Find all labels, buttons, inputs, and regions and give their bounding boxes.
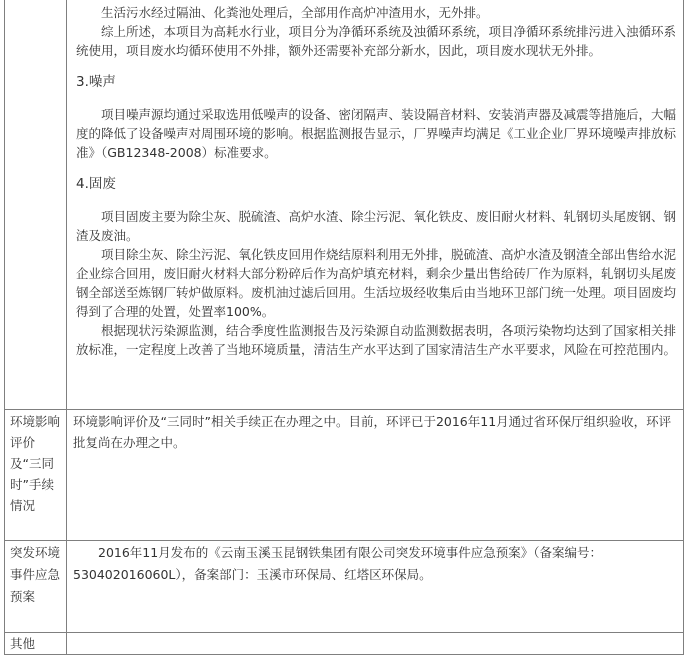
solid-waste-paragraph-1: 项目固废主要为除尘灰、脱硫渣、高炉水渣、除尘污泥、氧化铁皮、废旧耐火材料、轧钢切头尾废钢、钢渣及废油。 [76,209,677,243]
table-row [5,0,684,410]
solid-waste-heading: 4.固废 [76,176,116,192]
solid-waste-paragraph-2: 项目除尘灰、除尘污泥、氧化铁皮回用作烧结原料利用无外排，脱硫渣、高炉水渣及钢渣全部出售给水泥企业综合回用，废旧耐火材料大部分粉碎后作为高炉填充材料，剩余少量出售给砖厂作为原料，轧钢切头尾废钢全部送至炼钢厂转炉做原料。废机油过滤后回用。生活垃圾经收集后由当地环卫部门统一处理。项目固废均得到了合理的处置，处置率100%。 [76,247,677,319]
pollution-content-cell [67,0,684,410]
eia-row-label: 环境影响评价及“三同时”手续情况 [5,410,67,541]
eia-row-content: 环境影响评价及“三同时”相关手续正在办理之中。目前，环评已于2016年11月通过省环保厅组织验收，环评批复尚在办理之中。 [67,410,684,541]
row-label-empty [5,0,67,410]
assessment-paragraph: 根据现状污染源监测，结合季度性监测报告及污染源自动监测数据表明，各项污染物均达到了国家相关排放标准，一定程度上改善了当地环境质量，清洁生产水平达到了国家清洁生产水平要求，风险在可控范围内。 [76,323,677,357]
table-row [5,541,684,633]
noise-heading: 3.噪声 [76,74,116,90]
wastewater-text-1: 生活污水经过隔油、化粪池处理后，全部用作高炉冲渣用水，无外排。 [101,5,489,20]
emergency-plan-text: 2016年11月发布的《云南玉溪玉昆钢铁集团有限公司突发环境事件应急预案》（备案编号：530402016060L），备案部门：玉溪市环保局、红塔区环保局。 [73,545,602,582]
environment-info-table [4,0,684,655]
other-row-label: 其他 [5,633,67,655]
table-row [5,410,684,541]
emergency-row-content [67,541,684,633]
noise-paragraph: 项目噪声源均通过采取选用低噪声的设备、密闭隔声、装设隔音材料、安装消声器及减震等措施后，大幅度的降低了设备噪声对周围环境的影响。根据监测报告显示，厂界噪声均满足《工业企业厂界环境噪声排放标准》（GB12348-2008）标准要求。 [76,107,677,160]
emergency-row-label: 突发环境事件应急预案 [5,541,67,633]
wastewater-text-2: 综上所述，本项目为高耗水行业，项目分为净循环系统及浊循环系统，项目净循环系统排污进入浊循环系统使用，项目废水均循环使用不外排，额外还需要补充部分新水，因此，项目废水现状无外排。 [76,24,677,58]
other-row-content [67,633,684,655]
table-row [5,633,684,655]
